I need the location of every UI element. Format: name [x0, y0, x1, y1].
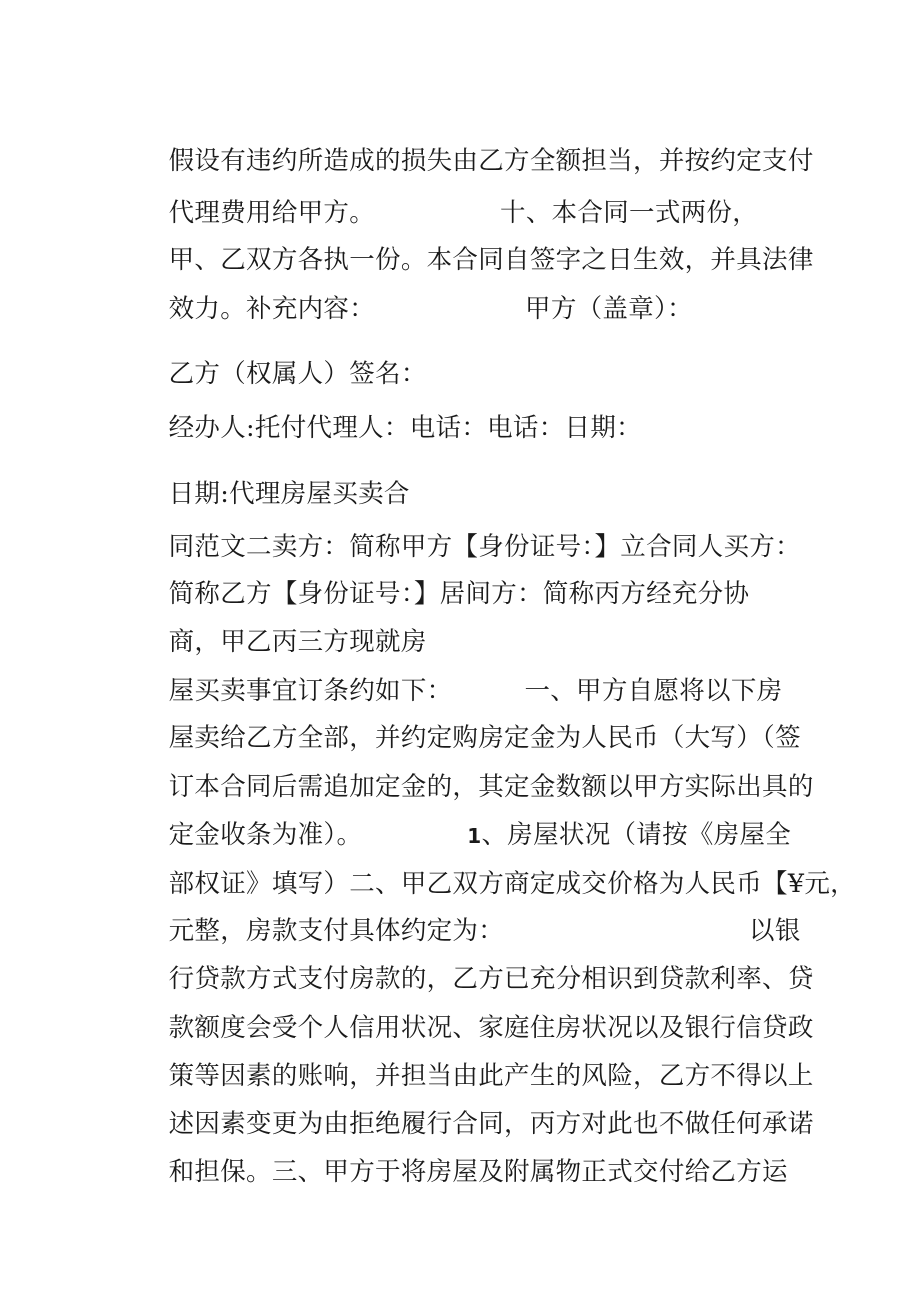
text-segment: 定金收条为准）。: [168, 820, 363, 850]
text-segment: 简称乙方【身份证号：】居间方：简称丙方经充分协: [168, 579, 750, 609]
text-segment: 假设有违约所造成的损失由乙方全额担当，并按约定支付: [168, 146, 814, 176]
text-segment: 十、本合同一式两份，: [500, 198, 759, 228]
text-segment: 和担保。三、甲方于将房屋及附属物正式交付给乙方运: [168, 1157, 788, 1187]
text-segment: 部权证》填写）二、甲乙双方商定成交价格为人民币【¥元，: [168, 869, 856, 899]
text-segment: 商，甲乙丙三方现就房: [168, 627, 427, 657]
text-segment: 述因素变更为由拒绝履行合同，丙方对此也不做任何承诺: [168, 1109, 814, 1139]
text-segment: 一、甲方自愿将以下房: [524, 676, 783, 706]
text-segment: 效力。补充内容：: [168, 294, 376, 324]
text-segment: 甲方（盖章）：: [525, 294, 693, 324]
text-segment: 行贷款方式支付房款的，乙方已充分相识到贷款利率、贷: [168, 964, 814, 994]
text-segment: 甲、乙双方各执一份。本合同自签字之日生效，并具法律: [168, 245, 814, 275]
text-segment: 乙方（权属人）签名：: [168, 359, 427, 389]
text-segment: 元整，房款支付具体约定为：: [168, 916, 505, 946]
text-segment: 款额度会受个人信用状况、家庭住房状况以及银行信贷政: [168, 1013, 814, 1043]
text-segment: 屋卖给乙方全部，并约定购房定金为人民币（大写）（签: [168, 723, 801, 753]
text-segment: 、房屋状况（请按《房屋全: [481, 820, 792, 850]
text-segment: 策等因素的账响，并担当由此产生的风险，乙方不得以上: [168, 1061, 814, 1091]
text-segment: 同范文二卖方：简称甲方【身份证号：】立合同人买方：: [168, 532, 801, 562]
text-segment: 日期:代理房屋买卖合: [168, 479, 410, 509]
text-segment: 以银: [749, 916, 801, 946]
text-segment: 订本合同后需追加定金的，其定金数额以甲方实际出具的: [168, 772, 814, 802]
text-segment: 屋买卖事宜订条约如下：: [168, 676, 453, 706]
text-segment: 经办人:托付代理人：电话：电话：日期：: [168, 413, 642, 443]
text-line-21: [135, 1124, 788, 1220]
clause-number: 1: [467, 824, 482, 848]
text-segment: 代理费用给甲方。: [168, 198, 376, 228]
